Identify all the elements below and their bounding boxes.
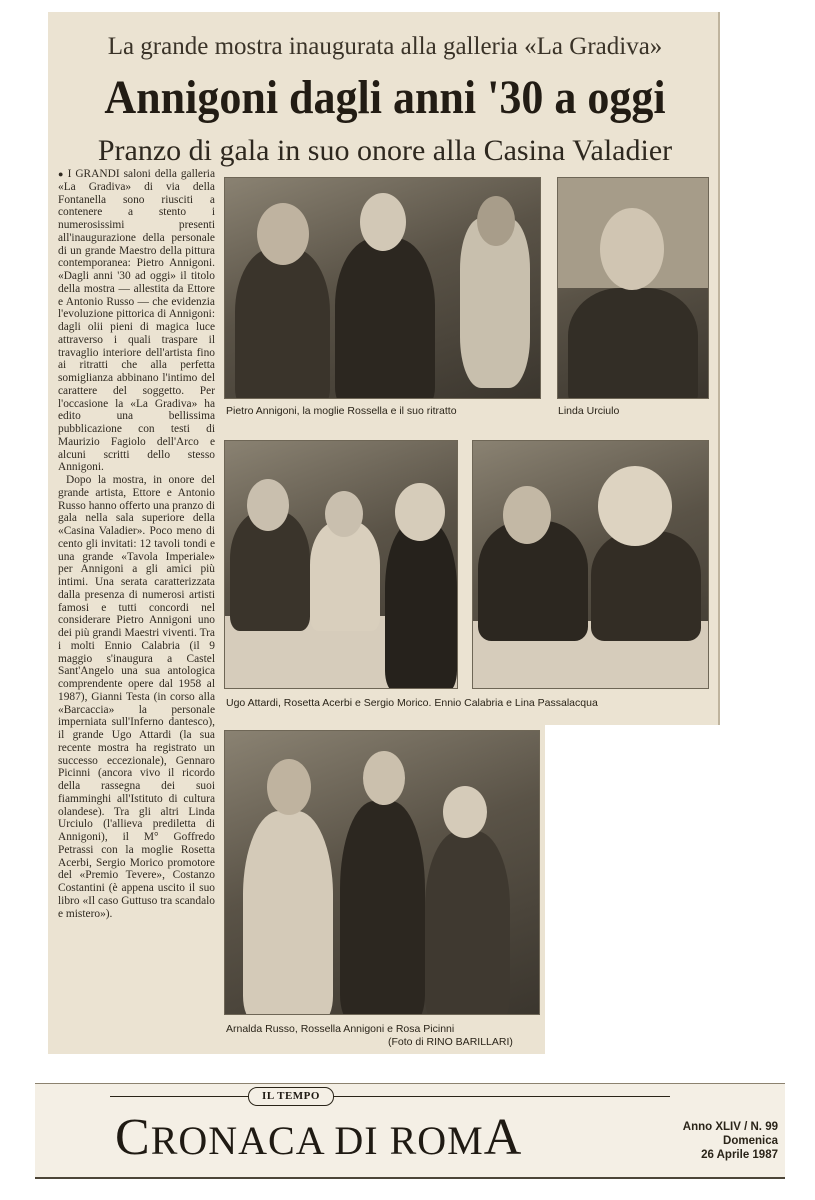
- caption-photo-2: Linda Urciulo: [558, 405, 620, 417]
- caption-photo-1: Pietro Annigoni, la moglie Rossella e il suo ritratto: [226, 405, 457, 417]
- article-body: [58, 168, 215, 1048]
- masthead-rule: [110, 1096, 670, 1097]
- section-title: CRONACA DI ROMA: [115, 1109, 523, 1166]
- photo-credit: (Foto di RINO BARILLARI): [388, 1036, 513, 1048]
- photo-annigoni-family: [224, 177, 541, 399]
- il-tempo-logo: IL TEMPO: [248, 1087, 334, 1106]
- article-kicker: La grande mostra inaugurata alla galleria «La Gradiva»: [107, 33, 663, 60]
- body-paragraph-1: ● I GRANDI saloni della galleria «La Gradiva» di via della Fontanella sono riusciti a contenere a stento i numerosissimi presenti all'inaugurazione della personale di un grande Maestro della pittura contemporanea: Pietro Annigoni. «Dagli anni '30 ad oggi» il titolo della mostra — allestita da Ettore e Antonio Russo — che evidenzia l'evoluzione pittorica di Annigoni: dagli olii pieni di magica luce attraverso i quali traspare il travaglio interiore dell'artista fino ai ritratti che alla perfetta somiglianza abbinano l'intimo del carattere del soggetto. Per l'occasione la «La Gradiva» ha edito una bellissima pubblicazione con testi di Maurizio Fagiolo dell'Arco e alcuni scritti dello stesso Annigoni.: [58, 168, 215, 474]
- caption-photos-3-4: Ugo Attardi, Rosetta Acerbi e Sergio Morico. Ennio Calabria e Lina Passalacqua: [226, 697, 598, 709]
- issue-day: Domenica: [723, 1135, 778, 1147]
- photo-attardi-acerbi-morico: [224, 440, 458, 689]
- clipping-cutout: [545, 725, 725, 1065]
- article-headline: Annigoni dagli anni '30 a oggi: [104, 71, 666, 124]
- photo-calabria-passalacqua: [472, 440, 709, 689]
- bullet-icon: ●: [58, 169, 65, 179]
- issue-info: [640, 1120, 778, 1162]
- body-paragraph-2: Dopo la mostra, in onore del grande artista, Ettore e Antonio Russo hanno offerto una pranzo di gala nella sala superiore della «Casina Valadier». Poco meno di cento gli invitati: 12 tavoli tondi e una grande «Tavola Imperiale» per Annigoni a gli amici più intimi. Una serata caratterizzata dalla presenza di numerosi artisti famosi e tutti concordi nel considerare Pietro Annigoni uno dei più grandi Maestri viventi. Tra i molti Ennio Calabria (il 9 maggio s'inaugura a Castel Sant'Angelo una sua antologica comprendente opere dal 1958 al 1987), Gianni Testa (in corso alla «Barcaccia» la personale imperniata sull'Inferno dantesco), il grande Ugo Attardi (la sua recente mostra ha registrato un successo eccezionale), Gennaro Picinni (ancora vivo il ricordo della rassegna dei suoi fiamminghi all'Istituto di cultura olandese). Tra gli altri Linda Urciulo (l'allieva prediletta di Annigoni), il M° Goffredo Petrassi con la moglie Rosetta Acerbi, Sergio Morico promotore del «Premio Tevere», Costanzo Costantini (è appena uscito il suo libro «Il caso Guttuso tra scandalo e mistero»).: [58, 474, 215, 920]
- article-subhead: Pranzo di gala in suo onore alla Casina Valadier: [97, 134, 673, 167]
- caption-photo-5: Arnalda Russo, Rossella Annigoni e Rosa Picinni: [226, 1023, 455, 1035]
- photo-linda-urciulo: [557, 177, 709, 399]
- photo-russo-annigoni-picinni: [224, 730, 540, 1015]
- issue-number: Anno XLIV / N. 99: [682, 1121, 778, 1133]
- issue-date: 26 Aprile 1987: [701, 1149, 778, 1161]
